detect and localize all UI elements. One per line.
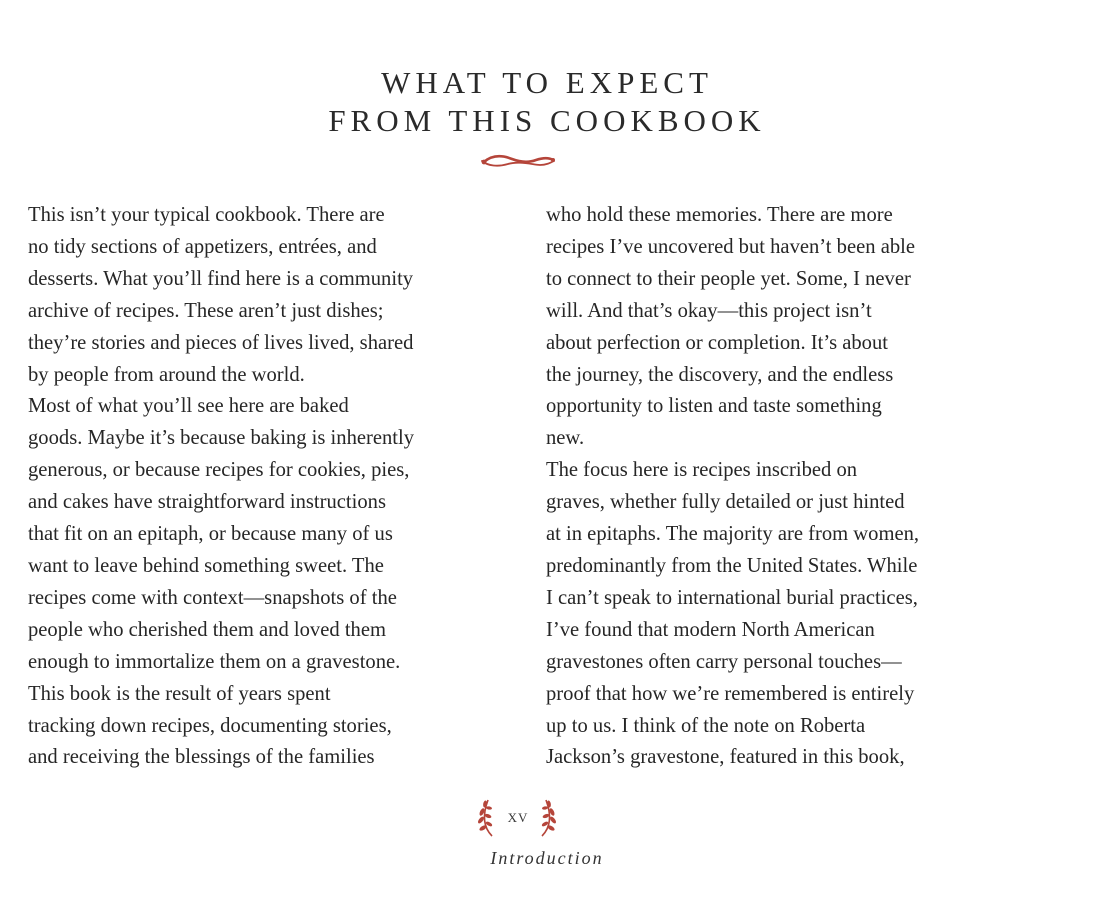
paragraph: This isn’t your typical cookbook. There are no tidy sections of appetizers, entrées, and desserts. What you’ll find here is a community archive of recipes. These aren’t just dishes; they’re stories and pieces of lives lived, shared by people from around the world.: [28, 204, 414, 386]
paragraph: who hold these memories. There are more recipes I’ve uncovered but haven’t been able to connect to their people yet. Some, I never will. And that’s okay—this project isn’t about perfection or completion. It’s about the journey, the discovery, and the endless opportunity to listen and taste something new.: [546, 204, 915, 450]
running-foot: Introduction: [490, 848, 604, 868]
page-title: [0, 64, 1094, 140]
paragraph: The focus here is recipes inscribed on graves, whether fully detailed or just hinted at in epitaphs. The majority are from women, predominantly from the United States. While I can’t speak to international burial practices, I’ve found that modern North American gravestones often carry personal touches— proof that how we’re remembered is entirely up to us. I think of the note on Roberta Jackson’s gravestone, featured in this book,: [546, 459, 920, 769]
flourish-ornament-icon: [478, 150, 558, 172]
title-line-2: FROM THIS COOKBOOK: [328, 103, 766, 138]
page-number: XV: [507, 810, 529, 825]
paragraph: Most of what you’ll see here are baked goods. Maybe it’s because baking is inherently generous, or because recipes for cookies, pies, and cakes have straightforward instructions that fit on an epitaph, or because many of us want to leave behind something sweet. The recipes come with context—snapshots of the people who cherished them and loved them enough to immortalize them on a gravestone.: [28, 395, 415, 673]
left-text-column: [28, 200, 518, 774]
laurel-left-icon: [474, 796, 498, 838]
paragraph: This book is the result of years spent tracking down recipes, documenting stories, and receiving the blessings of the families: [28, 682, 392, 769]
title-line-1: WHAT TO EXPECT: [381, 65, 713, 100]
laurel-right-icon: [536, 796, 560, 838]
page-folio: [0, 796, 1094, 842]
previous-page-edge: [0, 0, 1094, 2]
right-text-column: [546, 200, 1016, 774]
